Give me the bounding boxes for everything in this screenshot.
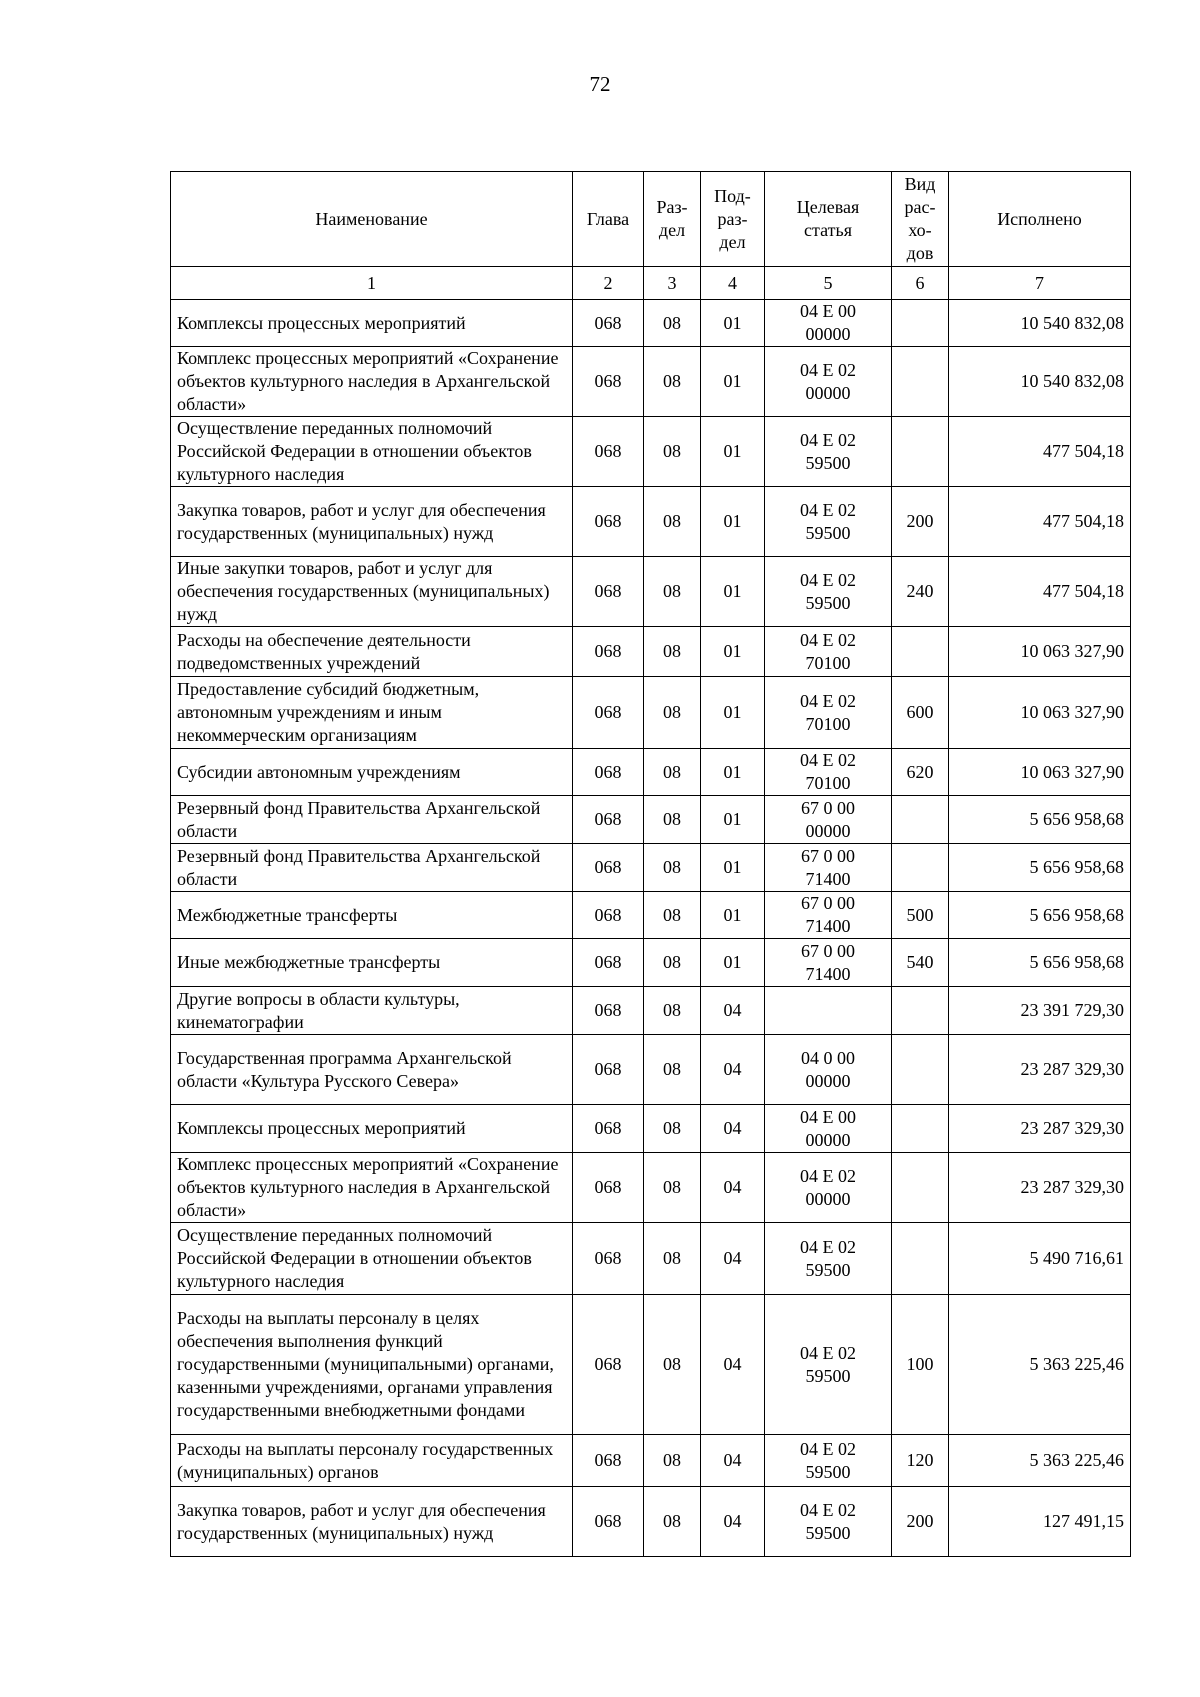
cell-podrazdel: 01 bbox=[701, 487, 765, 557]
cell-ispolneno: 477 504,18 bbox=[949, 557, 1131, 627]
cell-glava: 068 bbox=[573, 557, 644, 627]
cell-vid-rashodov: 500 bbox=[892, 892, 949, 939]
cell-ispolneno: 5 656 958,68 bbox=[949, 796, 1131, 844]
cell-podrazdel: 01 bbox=[701, 627, 765, 677]
cell-razdel: 08 bbox=[644, 1223, 701, 1295]
cell-razdel: 08 bbox=[644, 1487, 701, 1557]
cell-glava: 068 bbox=[573, 300, 644, 347]
cell-glava: 068 bbox=[573, 1487, 644, 1557]
cell-razdel: 08 bbox=[644, 487, 701, 557]
cell-vid-rashodov bbox=[892, 1153, 949, 1223]
table-row bbox=[171, 939, 1131, 987]
cell-vid-rashodov bbox=[892, 347, 949, 417]
cell-ispolneno: 10 540 832,08 bbox=[949, 347, 1131, 417]
cell-ispolneno: 5 656 958,68 bbox=[949, 844, 1131, 892]
cell-name: Комплекс процессных мероприятий «Сохранение объектов культурного наследия в Архангельской области» bbox=[171, 1153, 573, 1223]
header-razdel: Раз- дел bbox=[644, 172, 701, 267]
cell-podrazdel: 04 bbox=[701, 1295, 765, 1435]
cell-name: Резервный фонд Правительства Архангельской области bbox=[171, 796, 573, 844]
cell-glava: 068 bbox=[573, 1035, 644, 1105]
cell-celevaya-statya: 04 Е 02 00000 bbox=[765, 1153, 892, 1223]
cell-celevaya-statya: 04 0 00 00000 bbox=[765, 1035, 892, 1105]
cell-razdel: 08 bbox=[644, 627, 701, 677]
cell-name: Комплексы процессных мероприятий bbox=[171, 300, 573, 347]
header-vid-rashodov: Вид рас- хо- дов bbox=[892, 172, 949, 267]
cell-razdel: 08 bbox=[644, 892, 701, 939]
cell-glava: 068 bbox=[573, 749, 644, 796]
cell-glava: 068 bbox=[573, 347, 644, 417]
cell-ispolneno: 10 063 327,90 bbox=[949, 749, 1131, 796]
cell-celevaya-statya: 04 Е 02 59500 bbox=[765, 1487, 892, 1557]
cell-ispolneno: 5 363 225,46 bbox=[949, 1295, 1131, 1435]
cell-celevaya-statya bbox=[765, 987, 892, 1035]
cell-celevaya-statya: 67 0 00 00000 bbox=[765, 796, 892, 844]
cell-ispolneno: 477 504,18 bbox=[949, 487, 1131, 557]
cell-name: Осуществление переданных полномочий Российской Федерации в отношении объектов культурного наследия bbox=[171, 1223, 573, 1295]
cell-podrazdel: 04 bbox=[701, 1435, 765, 1487]
cell-podrazdel: 04 bbox=[701, 1105, 765, 1153]
column-number: 4 bbox=[701, 267, 765, 300]
cell-vid-rashodov: 620 bbox=[892, 749, 949, 796]
cell-celevaya-statya: 67 0 00 71400 bbox=[765, 939, 892, 987]
cell-glava: 068 bbox=[573, 487, 644, 557]
table-row bbox=[171, 1105, 1131, 1153]
cell-razdel: 08 bbox=[644, 1295, 701, 1435]
cell-name: Расходы на выплаты персоналу государственных (муниципальных) органов bbox=[171, 1435, 573, 1487]
cell-vid-rashodov: 240 bbox=[892, 557, 949, 627]
header-ispolneno: Исполнено bbox=[949, 172, 1131, 267]
cell-razdel: 08 bbox=[644, 749, 701, 796]
table-row bbox=[171, 1035, 1131, 1105]
cell-glava: 068 bbox=[573, 1153, 644, 1223]
cell-podrazdel: 01 bbox=[701, 300, 765, 347]
cell-glava: 068 bbox=[573, 939, 644, 987]
cell-name: Межбюджетные трансферты bbox=[171, 892, 573, 939]
cell-glava: 068 bbox=[573, 677, 644, 749]
column-number: 3 bbox=[644, 267, 701, 300]
cell-vid-rashodov: 120 bbox=[892, 1435, 949, 1487]
cell-vid-rashodov bbox=[892, 627, 949, 677]
page-number: 72 bbox=[589, 72, 611, 96]
table-row bbox=[171, 417, 1131, 487]
cell-razdel: 08 bbox=[644, 1035, 701, 1105]
cell-vid-rashodov: 540 bbox=[892, 939, 949, 987]
cell-vid-rashodov bbox=[892, 300, 949, 347]
cell-ispolneno: 5 363 225,46 bbox=[949, 1435, 1131, 1487]
cell-celevaya-statya: 04 Е 00 00000 bbox=[765, 300, 892, 347]
table-row bbox=[171, 347, 1131, 417]
cell-razdel: 08 bbox=[644, 557, 701, 627]
cell-celevaya-statya: 04 Е 02 59500 bbox=[765, 557, 892, 627]
cell-vid-rashodov bbox=[892, 417, 949, 487]
table-row bbox=[171, 1153, 1131, 1223]
cell-vid-rashodov bbox=[892, 844, 949, 892]
cell-glava: 068 bbox=[573, 1435, 644, 1487]
cell-celevaya-statya: 04 Е 02 59500 bbox=[765, 1435, 892, 1487]
table-row bbox=[171, 487, 1131, 557]
cell-vid-rashodov bbox=[892, 1105, 949, 1153]
table-row bbox=[171, 1223, 1131, 1295]
cell-celevaya-statya: 67 0 00 71400 bbox=[765, 844, 892, 892]
cell-podrazdel: 01 bbox=[701, 677, 765, 749]
table-row bbox=[171, 677, 1131, 749]
cell-glava: 068 bbox=[573, 417, 644, 487]
cell-vid-rashodov bbox=[892, 987, 949, 1035]
cell-name: Закупка товаров, работ и услуг для обеспечения государственных (муниципальных) нужд bbox=[171, 1487, 573, 1557]
header-name: Наименование bbox=[171, 172, 573, 267]
cell-podrazdel: 01 bbox=[701, 557, 765, 627]
cell-name: Комплекс процессных мероприятий «Сохранение объектов культурного наследия в Архангельской области» bbox=[171, 347, 573, 417]
table-row bbox=[171, 844, 1131, 892]
cell-vid-rashodov: 100 bbox=[892, 1295, 949, 1435]
cell-name: Другие вопросы в области культуры, кинематографии bbox=[171, 987, 573, 1035]
cell-ispolneno: 10 063 327,90 bbox=[949, 627, 1131, 677]
cell-ispolneno: 23 391 729,30 bbox=[949, 987, 1131, 1035]
cell-ispolneno: 23 287 329,30 bbox=[949, 1153, 1131, 1223]
cell-razdel: 08 bbox=[644, 300, 701, 347]
cell-razdel: 08 bbox=[644, 796, 701, 844]
table-row bbox=[171, 557, 1131, 627]
cell-vid-rashodov: 600 bbox=[892, 677, 949, 749]
cell-ispolneno: 23 287 329,30 bbox=[949, 1035, 1131, 1105]
cell-name: Расходы на обеспечение деятельности подведомственных учреждений bbox=[171, 627, 573, 677]
column-number-row bbox=[171, 267, 1131, 300]
cell-razdel: 08 bbox=[644, 844, 701, 892]
table-row bbox=[171, 300, 1131, 347]
cell-podrazdel: 01 bbox=[701, 749, 765, 796]
cell-podrazdel: 01 bbox=[701, 796, 765, 844]
cell-razdel: 08 bbox=[644, 1153, 701, 1223]
cell-podrazdel: 04 bbox=[701, 1487, 765, 1557]
cell-razdel: 08 bbox=[644, 677, 701, 749]
cell-vid-rashodov bbox=[892, 1223, 949, 1295]
cell-name: Предоставление субсидий бюджетным, автономным учреждениям и иным некоммерческим организациям bbox=[171, 677, 573, 749]
cell-podrazdel: 01 bbox=[701, 892, 765, 939]
cell-ispolneno: 477 504,18 bbox=[949, 417, 1131, 487]
cell-celevaya-statya: 04 Е 02 00000 bbox=[765, 347, 892, 417]
cell-celevaya-statya: 04 Е 00 00000 bbox=[765, 1105, 892, 1153]
cell-celevaya-statya: 04 Е 02 59500 bbox=[765, 487, 892, 557]
cell-glava: 068 bbox=[573, 1105, 644, 1153]
table-row bbox=[171, 1435, 1131, 1487]
cell-glava: 068 bbox=[573, 892, 644, 939]
table-row bbox=[171, 796, 1131, 844]
cell-glava: 068 bbox=[573, 987, 644, 1035]
cell-celevaya-statya: 04 Е 02 59500 bbox=[765, 1295, 892, 1435]
cell-name: Закупка товаров, работ и услуг для обеспечения государственных (муниципальных) нужд bbox=[171, 487, 573, 557]
cell-name: Субсидии автономным учреждениям bbox=[171, 749, 573, 796]
cell-glava: 068 bbox=[573, 627, 644, 677]
cell-ispolneno: 23 287 329,30 bbox=[949, 1105, 1131, 1153]
table-row bbox=[171, 1487, 1131, 1557]
cell-podrazdel: 04 bbox=[701, 1153, 765, 1223]
cell-ispolneno: 5 490 716,61 bbox=[949, 1223, 1131, 1295]
budget-table bbox=[170, 171, 1131, 1557]
cell-vid-rashodov: 200 bbox=[892, 1487, 949, 1557]
cell-podrazdel: 01 bbox=[701, 939, 765, 987]
cell-ispolneno: 5 656 958,68 bbox=[949, 892, 1131, 939]
column-number: 1 bbox=[171, 267, 573, 300]
table-row bbox=[171, 987, 1131, 1035]
cell-ispolneno: 10 063 327,90 bbox=[949, 677, 1131, 749]
cell-celevaya-statya: 67 0 00 71400 bbox=[765, 892, 892, 939]
cell-name: Резервный фонд Правительства Архангельской области bbox=[171, 844, 573, 892]
cell-ispolneno: 10 540 832,08 bbox=[949, 300, 1131, 347]
column-number: 2 bbox=[573, 267, 644, 300]
cell-vid-rashodov: 200 bbox=[892, 487, 949, 557]
cell-glava: 068 bbox=[573, 1223, 644, 1295]
cell-name: Расходы на выплаты персоналу в целях обеспечения выполнения функций государственными (муниципальными) органами, казенными учреждениями, органами управления государственными внебюджетными фондами bbox=[171, 1295, 573, 1435]
cell-razdel: 08 bbox=[644, 417, 701, 487]
header-celevaya-statya: Целевая статья bbox=[765, 172, 892, 267]
cell-glava: 068 bbox=[573, 796, 644, 844]
cell-podrazdel: 01 bbox=[701, 844, 765, 892]
cell-name: Осуществление переданных полномочий Российской Федерации в отношении объектов культурного наследия bbox=[171, 417, 573, 487]
cell-podrazdel: 04 bbox=[701, 1035, 765, 1105]
column-number: 7 bbox=[949, 267, 1131, 300]
header-glava: Глава bbox=[573, 172, 644, 267]
cell-celevaya-statya: 04 Е 02 59500 bbox=[765, 1223, 892, 1295]
cell-ispolneno: 5 656 958,68 bbox=[949, 939, 1131, 987]
cell-name: Государственная программа Архангельской области «Культура Русского Севера» bbox=[171, 1035, 573, 1105]
cell-razdel: 08 bbox=[644, 987, 701, 1035]
table-row bbox=[171, 1295, 1131, 1435]
cell-razdel: 08 bbox=[644, 939, 701, 987]
cell-razdel: 08 bbox=[644, 1105, 701, 1153]
cell-name: Комплексы процессных мероприятий bbox=[171, 1105, 573, 1153]
cell-ispolneno: 127 491,15 bbox=[949, 1487, 1131, 1557]
cell-glava: 068 bbox=[573, 1295, 644, 1435]
column-number: 5 bbox=[765, 267, 892, 300]
cell-podrazdel: 01 bbox=[701, 417, 765, 487]
cell-vid-rashodov bbox=[892, 1035, 949, 1105]
table-row bbox=[171, 627, 1131, 677]
cell-podrazdel: 01 bbox=[701, 347, 765, 417]
cell-name: Иные межбюджетные трансферты bbox=[171, 939, 573, 987]
cell-glava: 068 bbox=[573, 844, 644, 892]
column-number: 6 bbox=[892, 267, 949, 300]
cell-razdel: 08 bbox=[644, 1435, 701, 1487]
cell-celevaya-statya: 04 Е 02 59500 bbox=[765, 417, 892, 487]
cell-podrazdel: 04 bbox=[701, 987, 765, 1035]
cell-vid-rashodov bbox=[892, 796, 949, 844]
header-podrazdel: Под- раз- дел bbox=[701, 172, 765, 267]
cell-celevaya-statya: 04 Е 02 70100 bbox=[765, 677, 892, 749]
cell-name: Иные закупки товаров, работ и услуг для обеспечения государственных (муниципальных) нужд bbox=[171, 557, 573, 627]
cell-celevaya-statya: 04 Е 02 70100 bbox=[765, 627, 892, 677]
cell-podrazdel: 04 bbox=[701, 1223, 765, 1295]
table-header-row bbox=[171, 172, 1131, 267]
cell-celevaya-statya: 04 Е 02 70100 bbox=[765, 749, 892, 796]
table-row bbox=[171, 892, 1131, 939]
cell-razdel: 08 bbox=[644, 347, 701, 417]
table-row bbox=[171, 749, 1131, 796]
